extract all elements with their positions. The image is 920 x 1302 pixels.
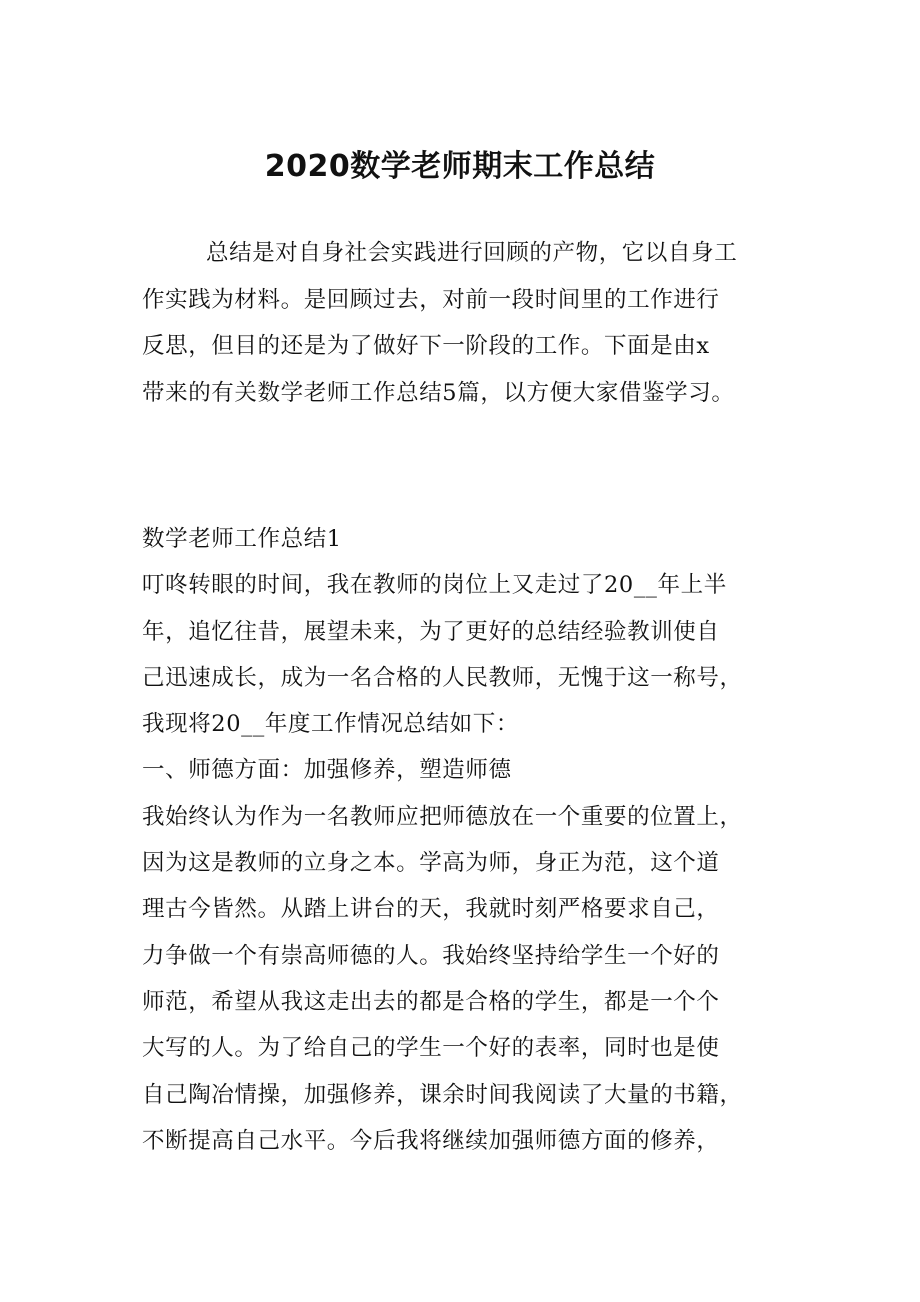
document-title: 2020数学老师期末工作总结: [264, 149, 656, 184]
intro-line: 反思，但目的还是为了做好下一阶段的工作。下面是由x: [142, 333, 710, 359]
body-line: 不断提高自己水平。今后我将继续加强师德方面的修养，: [142, 1127, 720, 1154]
body-line: 师范，希望从我这走出去的都是合格的学生，都是一个个: [142, 988, 720, 1015]
intro-line: 总结是对自身社会实践进行回顾的产物，它以自身工: [206, 240, 738, 266]
intro-paragraph: [142, 230, 782, 416]
body-line: 力争做一个有崇高师德的人。我始终坚持给学生一个好的: [142, 942, 720, 969]
section-heading: 数学老师工作总结1: [142, 526, 342, 552]
intro-line: 带来的有关数学老师工作总结5篇，以方便大家借鉴学习。: [142, 379, 735, 406]
body-line: 叮咚转眼的时间，我在教师的岗位上又走过了20__年上半: [142, 572, 727, 599]
body-line: 理古今皆然。从踏上讲台的天，我就时刻严格要求自己，: [142, 896, 720, 923]
body-line: 大写的人。为了给自己的学生一个好的表率，同时也是使: [142, 1035, 720, 1062]
body-line: 己迅速成长，成为一名合格的人民教师，无愧于这一称号，: [142, 664, 743, 691]
body-line: 我始终认为作为一名教师应把师德放在一个重要的位置上，: [142, 803, 743, 830]
body-line: 年，追忆往昔，展望未来，为了更好的总结经验教训使自: [142, 618, 720, 645]
body-line: 自己陶冶情操，加强修养，课余时间我阅读了大量的书籍，: [142, 1081, 743, 1108]
body-text: [142, 516, 782, 1164]
subsection-heading: 一、师德方面：加强修养，塑造师德: [142, 757, 512, 784]
intro-line: 作实践为材料。是回顾过去，对前一段时间里的工作进行: [142, 286, 720, 313]
body-line: 我现将20__年度工作情况总结如下：: [142, 711, 519, 738]
body-line: 因为这是教师的立身之本。学高为师，身正为范，这个道: [142, 850, 720, 877]
